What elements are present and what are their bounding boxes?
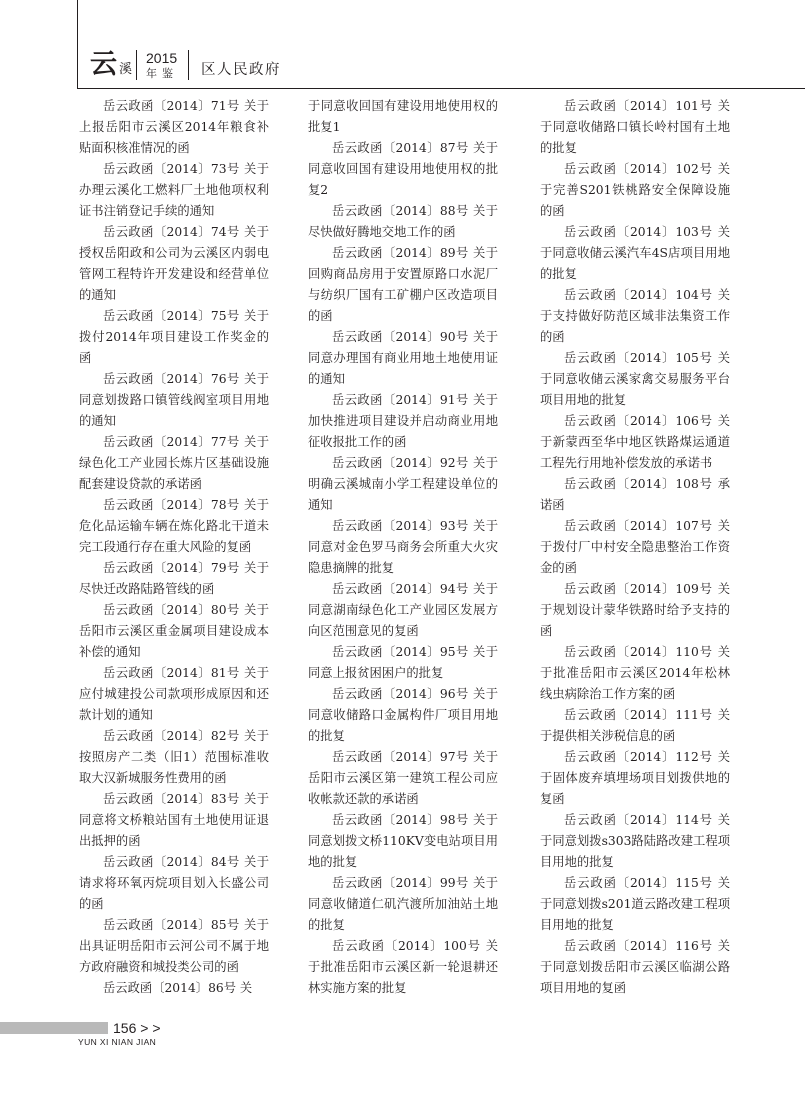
document-entry: 岳云政函〔2014〕87号 关于同意收回国有建设用地使用权的批复2: [308, 141, 498, 197]
document-entry: 岳云政函〔2014〕76号 关于同意划拨路口镇管线阀室项目用地的通知: [79, 372, 269, 428]
document-entry: 岳云政函〔2014〕80号 关于岳阳市云溪区重金属项目建设成本补偿的通知: [79, 603, 269, 659]
document-entry: 岳云政函〔2014〕75号 关于拨付2014年项目建设工作奖金的函: [79, 309, 269, 365]
document-entry: 岳云政函〔2014〕115号 关于同意划拨s201道云路改建工程项目用地的批复: [540, 876, 730, 932]
header-horizontal-rule: [77, 88, 805, 89]
document-entry: 岳云政函〔2014〕86号 关: [103, 981, 253, 995]
document-entry: 岳云政函〔2014〕88号 关于尽快做好腾地交地工作的函: [308, 204, 498, 239]
text-column-middle: [308, 96, 498, 999]
document-entry: 岳云政函〔2014〕96号 关于同意收储路口金属构件厂项目用地的批复: [308, 687, 498, 743]
document-entry: 岳云政函〔2014〕103号 关于同意收储云溪汽车4S店项目用地的批复: [540, 225, 730, 281]
header-vertical-rule: [77, 0, 78, 88]
document-entry: 岳云政函〔2014〕78号 关于危化品运输车辆在炼化路北干道未完工段通行存在重大风险的复函: [79, 498, 269, 554]
document-entry: 岳云政函〔2014〕99号 关于同意收储道仁矶汽渡所加油站土地的批复: [308, 876, 498, 932]
logo-char-yun: 云: [90, 49, 117, 80]
document-entry: 岳云政函〔2014〕110号 关于批准岳阳市云溪区2014年松林线虫病除治工作方案的函: [540, 645, 730, 701]
document-entry: 岳云政函〔2014〕74号 关于授权岳阳政和公司为云溪区内弱电管网工程特许开发建设和经营单位的通知: [79, 225, 269, 302]
document-entry: 岳云政函〔2014〕114号 关于同意划拨s303路陆路改建工程项目用地的批复: [540, 813, 730, 869]
document-entry: 岳云政函〔2014〕97号 关于岳阳市云溪区第一建筑工程公司应收帐款还款的承诺函: [308, 750, 498, 806]
document-entry: 岳云政函〔2014〕91号 关于加快推进项目建设并启动商业用地征收报批工作的函: [308, 393, 498, 449]
header-year: 2015: [146, 50, 178, 66]
document-entry: 岳云政函〔2014〕84号 关于请求将环氧丙烷项目划入长盛公司的函: [79, 855, 269, 911]
logo-char-xi: 溪: [119, 62, 133, 77]
document-entry: 岳云政函〔2014〕102号 关于完善S201铁桃路安全保障设施的函: [540, 162, 730, 218]
document-entry: 岳云政函〔2014〕82号 关于按照房产二类（旧1）范围标准收取大汉新城服务性费用的函: [79, 729, 269, 785]
header-separator: [188, 50, 189, 80]
text-column-right: [540, 96, 730, 999]
document-entry: 岳云政函〔2014〕79号 关于尽快迁改路陆路管线的函: [79, 561, 269, 596]
document-entry: 岳云政函〔2014〕71号 关于上报岳阳市云溪区2014年粮食补贴面积核准情况的函: [79, 99, 269, 155]
text-column-left: [79, 96, 269, 999]
document-entry: 岳云政函〔2014〕107号 关于拨付厂中村安全隐患整治工作资金的函: [540, 519, 730, 575]
document-entry: 岳云政函〔2014〕94号 关于同意湖南绿色化工产业园区发展方向区范围意见的复函: [308, 582, 498, 638]
document-entry: 岳云政函〔2014〕77号 关于绿色化工产业园长炼片区基础设施配套建设贷款的承诺函: [79, 435, 269, 491]
document-entry: 岳云政函〔2014〕73号 关于办理云溪化工燃料厂土地他项权利证书注销登记手续的通知: [79, 162, 269, 218]
document-entry: 岳云政函〔2014〕100号 关于批准岳阳市云溪区新一轮退耕还林实施方案的批复: [308, 939, 498, 995]
document-entry: 岳云政函〔2014〕106号 关于新蒙西至华中地区铁路煤运通道工程先行用地补偿发放的承诺书: [540, 414, 730, 470]
document-entry: 岳云政函〔2014〕95号 关于同意上报贫困困户的批复: [308, 645, 498, 680]
page-number: 156 > >: [113, 1020, 161, 1036]
document-entry: 岳云政函〔2014〕83号 关于同意将文桥粮站国有土地使用证退出抵押的函: [79, 792, 269, 848]
page-header: [0, 0, 805, 92]
footer-subtitle: YUN XI NIAN JIAN: [78, 1037, 157, 1047]
document-entry: 岳云政函〔2014〕116号 关于同意划拨岳阳市云溪区临湖公路项目用地的复函: [540, 939, 730, 995]
header-section-title: 区人民政府: [201, 62, 281, 78]
document-entry: 岳云政函〔2014〕112号 关于固体废弃填埋场项目划拨供地的复函: [540, 750, 730, 806]
document-entry: 岳云政函〔2014〕101号 关于同意收储路口镇长岭村国有土地的批复: [540, 99, 730, 155]
document-entry: 岳云政函〔2014〕105号 关于同意收储云溪家禽交易服务平台项目用地的批复: [540, 351, 730, 407]
document-entry-continued: 于同意收回国有建设用地使用权的批复1: [308, 99, 498, 134]
document-entry: 岳云政函〔2014〕108号 承诺函: [540, 477, 730, 512]
document-entry: 岳云政函〔2014〕104号 关于支持做好防范区域非法集资工作的函: [540, 288, 730, 344]
document-entry: 岳云政函〔2014〕85号 关于出具证明岳阳市云河公司不属于地方政府融资和城投类公司的函: [79, 918, 269, 974]
document-entry: 岳云政函〔2014〕92号 关于明确云溪城南小学工程建设单位的通知: [308, 456, 498, 512]
document-entry: 岳云政函〔2014〕90号 关于同意办理国有商业用地土地使用证的通知: [308, 330, 498, 386]
document-entry: 岳云政函〔2014〕111号 关于提供相关涉税信息的函: [540, 708, 730, 743]
document-entry: 岳云政函〔2014〕81号 关于应付城建投公司款项形成原因和还款计划的通知: [79, 666, 269, 722]
document-entry: 岳云政函〔2014〕109号 关于规划设计蒙华铁路时给予支持的函: [540, 582, 730, 638]
document-entry: 岳云政函〔2014〕98号 关于同意划拨文桥110KV变电站项目用地的批复: [308, 813, 498, 869]
header-separator: [136, 50, 137, 80]
document-entry: 岳云政函〔2014〕93号 关于同意对金色罗马商务会所重大火灾隐患摘牌的批复: [308, 519, 498, 575]
footer-gray-band: [0, 1022, 108, 1034]
header-yearbook-label: 年鉴: [146, 67, 178, 80]
document-entry: 岳云政函〔2014〕89号 关于回购商品房用于安置原路口水泥厂与纺织厂国有工矿棚户区改造项目的函: [308, 246, 498, 323]
